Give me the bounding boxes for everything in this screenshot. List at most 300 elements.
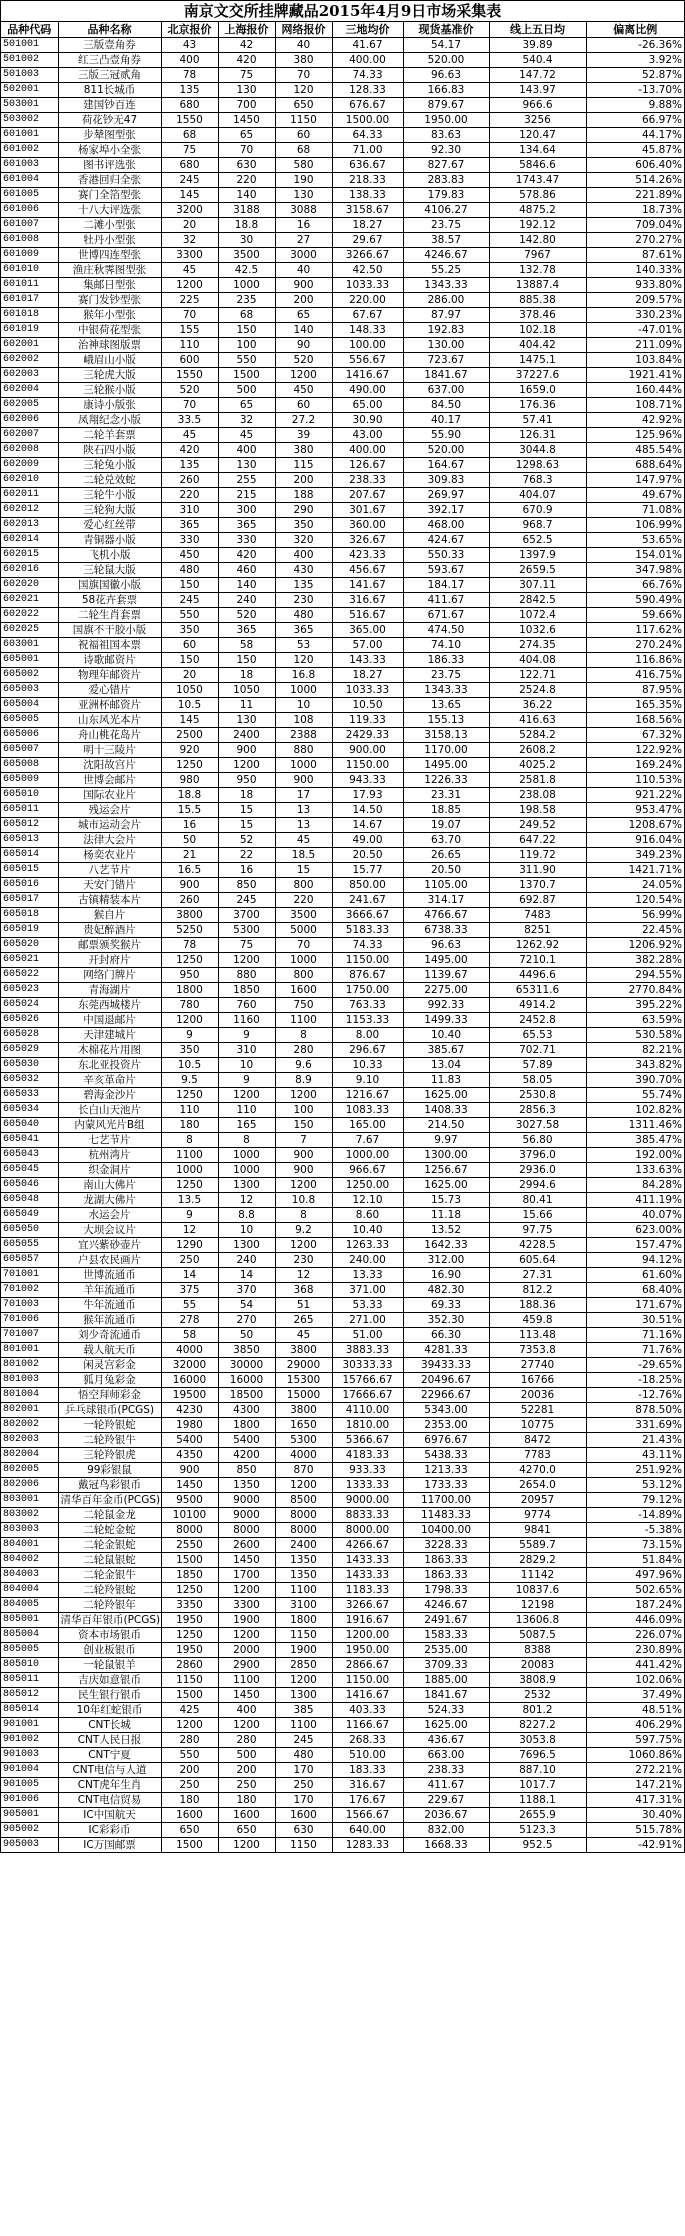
cell-deviation: 590.49% — [586, 593, 684, 608]
table-row — [1, 368, 684, 383]
cell-average: 516.67 — [332, 608, 403, 623]
table-row — [1, 1628, 684, 1643]
cell-code: 605022 — [1, 968, 58, 983]
cell-spot-base: 40.17 — [403, 413, 489, 428]
cell-average: 4266.67 — [332, 1538, 403, 1553]
table-row — [1, 1568, 684, 1583]
cell-average: 763.33 — [332, 998, 403, 1013]
cell-name: CNT人民日报 — [58, 1733, 161, 1748]
cell-deviation: 106.99% — [586, 518, 684, 533]
cell-spot-base: 1105.00 — [403, 878, 489, 893]
cell-average: 53.33 — [332, 1298, 403, 1313]
cell-average: 933.33 — [332, 1463, 403, 1478]
cell-spot-base: 3228.33 — [403, 1538, 489, 1553]
cell-five-day: 274.35 — [489, 638, 586, 653]
cell-name: 长白山天池片 — [58, 1103, 161, 1118]
cell-shanghai: 630 — [218, 158, 275, 173]
cell-spot-base: 1226.33 — [403, 773, 489, 788]
cell-code: 605045 — [1, 1163, 58, 1178]
cell-code: 602010 — [1, 473, 58, 488]
cell-online: 350 — [275, 518, 332, 533]
cell-beijing: 45 — [161, 263, 218, 278]
cell-online: 170 — [275, 1793, 332, 1808]
cell-beijing: 680 — [161, 98, 218, 113]
cell-name: 三轮兔小版 — [58, 458, 161, 473]
cell-spot-base: 229.67 — [403, 1793, 489, 1808]
cell-spot-base: 1668.33 — [403, 1838, 489, 1853]
sheet-title: 南京文交所挂牌藏品2015年4月9日市场采集表 — [1, 0, 684, 22]
cell-name: 资本市场银币 — [58, 1628, 161, 1643]
cell-online: 800 — [275, 878, 332, 893]
cell-name: 创业板银币 — [58, 1643, 161, 1658]
cell-online: 230 — [275, 593, 332, 608]
cell-average: 4110.00 — [332, 1403, 403, 1418]
cell-beijing: 50 — [161, 833, 218, 848]
cell-beijing: 1500 — [161, 1838, 218, 1853]
cell-spot-base: 238.33 — [403, 1763, 489, 1778]
cell-code: 805010 — [1, 1658, 58, 1673]
table-row — [1, 1373, 684, 1388]
cell-five-day: 5589.7 — [489, 1538, 586, 1553]
cell-deviation: 878.50% — [586, 1403, 684, 1418]
cell-online: 190 — [275, 173, 332, 188]
cell-five-day: 2659.5 — [489, 563, 586, 578]
cell-code: 605041 — [1, 1133, 58, 1148]
cell-deviation: 226.07% — [586, 1628, 684, 1643]
cell-spot-base: 385.67 — [403, 1043, 489, 1058]
cell-online: 130 — [275, 188, 332, 203]
cell-code: 805011 — [1, 1673, 58, 1688]
table-row — [1, 1133, 684, 1148]
cell-code: 601011 — [1, 278, 58, 293]
cell-beijing: 18.8 — [161, 788, 218, 803]
cell-deviation: 52.87% — [586, 68, 684, 83]
table-row — [1, 1343, 684, 1358]
cell-deviation: 71.08% — [586, 503, 684, 518]
cell-average: 400.00 — [332, 443, 403, 458]
cell-average: 71.00 — [332, 143, 403, 158]
cell-online: 430 — [275, 563, 332, 578]
cell-deviation: 187.24% — [586, 1598, 684, 1613]
cell-beijing: 135 — [161, 83, 218, 98]
cell-deviation: -26.36% — [586, 38, 684, 53]
cell-five-day: 249.52 — [489, 818, 586, 833]
cell-average: 57.00 — [332, 638, 403, 653]
cell-five-day: 670.9 — [489, 503, 586, 518]
cell-name: 十八大评选张 — [58, 203, 161, 218]
cell-five-day: 1262.92 — [489, 938, 586, 953]
cell-deviation: 103.84% — [586, 353, 684, 368]
cell-code: 602014 — [1, 533, 58, 548]
cell-average: 3266.67 — [332, 248, 403, 263]
cell-shanghai: 1450 — [218, 1688, 275, 1703]
cell-beijing: 250 — [161, 1253, 218, 1268]
table-row — [1, 173, 684, 188]
cell-average: 636.67 — [332, 158, 403, 173]
cell-five-day: 188.36 — [489, 1298, 586, 1313]
cell-deviation: -47.01% — [586, 323, 684, 338]
cell-beijing: 1500 — [161, 1688, 218, 1703]
cell-five-day: 3808.9 — [489, 1673, 586, 1688]
cell-deviation: 110.53% — [586, 773, 684, 788]
cell-shanghai: 1000 — [218, 278, 275, 293]
cell-online: 1600 — [275, 983, 332, 998]
cell-five-day: 4025.2 — [489, 758, 586, 773]
cell-beijing: 10.5 — [161, 698, 218, 713]
cell-five-day: 2532 — [489, 1688, 586, 1703]
table-row — [1, 1328, 684, 1343]
cell-online: 13 — [275, 803, 332, 818]
cell-deviation: 21.43% — [586, 1433, 684, 1448]
cell-five-day: 2829.2 — [489, 1553, 586, 1568]
cell-online: 27.2 — [275, 413, 332, 428]
cell-code: 605010 — [1, 788, 58, 803]
cell-online: 16.8 — [275, 668, 332, 683]
cell-deviation: 79.12% — [586, 1493, 684, 1508]
cell-five-day: 4914.2 — [489, 998, 586, 1013]
cell-shanghai: 1050 — [218, 683, 275, 698]
cell-spot-base: 66.30 — [403, 1328, 489, 1343]
cell-online: 15300 — [275, 1373, 332, 1388]
cell-beijing: 245 — [161, 593, 218, 608]
cell-average: 1153.33 — [332, 1013, 403, 1028]
cell-name: 杨奕农业片 — [58, 848, 161, 863]
cell-code: 605019 — [1, 923, 58, 938]
cell-shanghai: 420 — [218, 53, 275, 68]
cell-beijing: 32000 — [161, 1358, 218, 1373]
cell-beijing: 1250 — [161, 1178, 218, 1193]
cell-spot-base: 550.33 — [403, 548, 489, 563]
cell-deviation: 53.65% — [586, 533, 684, 548]
cell-name: 渔庄秋霁图型张 — [58, 263, 161, 278]
cell-shanghai: 280 — [218, 1733, 275, 1748]
cell-spot-base: 11.83 — [403, 1073, 489, 1088]
cell-five-day: 97.75 — [489, 1223, 586, 1238]
cell-average: 490.00 — [332, 383, 403, 398]
cell-deviation: 597.75% — [586, 1733, 684, 1748]
cell-five-day: 952.5 — [489, 1838, 586, 1853]
table-row — [1, 623, 684, 638]
cell-five-day: 416.63 — [489, 713, 586, 728]
cell-shanghai: 30 — [218, 233, 275, 248]
header-row — [1, 22, 684, 38]
cell-spot-base: 4281.33 — [403, 1343, 489, 1358]
cell-shanghai: 4200 — [218, 1448, 275, 1463]
cell-code: 605032 — [1, 1073, 58, 1088]
cell-average: 876.67 — [332, 968, 403, 983]
cell-code: 605001 — [1, 653, 58, 668]
cell-spot-base: 424.67 — [403, 533, 489, 548]
cell-deviation: 61.60% — [586, 1268, 684, 1283]
cell-name: 国际农业片 — [58, 788, 161, 803]
cell-code: 601017 — [1, 293, 58, 308]
cell-spot-base: 1642.33 — [403, 1238, 489, 1253]
cell-name: 刘少奇流通币 — [58, 1328, 161, 1343]
table-row — [1, 1688, 684, 1703]
cell-deviation: 67.32% — [586, 728, 684, 743]
cell-spot-base: 22966.67 — [403, 1388, 489, 1403]
cell-average: 1916.67 — [332, 1613, 403, 1628]
cell-name: 戴冠鸟彩银币 — [58, 1478, 161, 1493]
cell-spot-base: 4246.67 — [403, 1598, 489, 1613]
cell-spot-base: 2535.00 — [403, 1643, 489, 1658]
cell-name: CNT电信与人道 — [58, 1763, 161, 1778]
cell-name: 天安门错片 — [58, 878, 161, 893]
cell-beijing: 260 — [161, 473, 218, 488]
cell-deviation: 48.51% — [586, 1703, 684, 1718]
cell-beijing: 900 — [161, 878, 218, 893]
cell-online: 68 — [275, 143, 332, 158]
table-row — [1, 188, 684, 203]
table-row — [1, 1583, 684, 1598]
cell-spot-base: 312.00 — [403, 1253, 489, 1268]
cell-code: 804002 — [1, 1553, 58, 1568]
cell-code: 602004 — [1, 383, 58, 398]
cell-deviation: 406.29% — [586, 1718, 684, 1733]
cell-name: 二滩小型张 — [58, 218, 161, 233]
cell-spot-base: 55.90 — [403, 428, 489, 443]
cell-name: 载人航天币 — [58, 1343, 161, 1358]
cell-spot-base: 520.00 — [403, 53, 489, 68]
cell-spot-base: 3709.33 — [403, 1658, 489, 1673]
cell-average: 966.67 — [332, 1163, 403, 1178]
cell-five-day: 4228.5 — [489, 1238, 586, 1253]
cell-shanghai: 4300 — [218, 1403, 275, 1418]
cell-beijing: 155 — [161, 323, 218, 338]
cell-code: 803001 — [1, 1493, 58, 1508]
cell-online: 1350 — [275, 1553, 332, 1568]
cell-beijing: 950 — [161, 968, 218, 983]
cell-average: 51.00 — [332, 1328, 403, 1343]
cell-spot-base: 392.17 — [403, 503, 489, 518]
table-row — [1, 353, 684, 368]
cell-beijing: 16000 — [161, 1373, 218, 1388]
cell-beijing: 280 — [161, 1733, 218, 1748]
cell-code: 602009 — [1, 458, 58, 473]
table-row — [1, 1718, 684, 1733]
cell-spot-base: 1841.67 — [403, 1688, 489, 1703]
cell-five-day: 652.5 — [489, 533, 586, 548]
cell-online: 1150 — [275, 113, 332, 128]
cell-beijing: 145 — [161, 713, 218, 728]
table-row — [1, 593, 684, 608]
cell-spot-base: 1625.00 — [403, 1718, 489, 1733]
cell-deviation: 530.58% — [586, 1028, 684, 1043]
cell-deviation: -42.91% — [586, 1838, 684, 1853]
table-row — [1, 488, 684, 503]
cell-code: 802005 — [1, 1463, 58, 1478]
cell-name: 清华百年金币(PCGS) — [58, 1493, 161, 1508]
cell-beijing: 2500 — [161, 728, 218, 743]
cell-beijing: 15.5 — [161, 803, 218, 818]
cell-five-day: 7483 — [489, 908, 586, 923]
cell-name: 二轮羚银蛇 — [58, 1583, 161, 1598]
cell-five-day: 198.58 — [489, 803, 586, 818]
cell-shanghai: 1900 — [218, 1613, 275, 1628]
cell-name: 法律大会片 — [58, 833, 161, 848]
cell-spot-base: 520.00 — [403, 443, 489, 458]
table-row — [1, 1523, 684, 1538]
cell-code: 602015 — [1, 548, 58, 563]
cell-five-day: 8251 — [489, 923, 586, 938]
cell-average: 7.67 — [332, 1133, 403, 1148]
cell-spot-base: 1583.33 — [403, 1628, 489, 1643]
cell-shanghai: 1300 — [218, 1238, 275, 1253]
cell-name: CNT长城 — [58, 1718, 161, 1733]
cell-shanghai: 370 — [218, 1283, 275, 1298]
cell-shanghai: 700 — [218, 98, 275, 113]
cell-deviation: 56.99% — [586, 908, 684, 923]
cell-five-day: 238.08 — [489, 788, 586, 803]
cell-five-day: 27.31 — [489, 1268, 586, 1283]
cell-deviation: 154.01% — [586, 548, 684, 563]
table-row — [1, 398, 684, 413]
cell-beijing: 75 — [161, 143, 218, 158]
cell-five-day: 11142 — [489, 1568, 586, 1583]
cell-online: 45 — [275, 833, 332, 848]
cell-average: 9.10 — [332, 1073, 403, 1088]
cell-name: 二轮蛇金蛇 — [58, 1523, 161, 1538]
cell-name: 步辇图型张 — [58, 128, 161, 143]
cell-shanghai: 42 — [218, 38, 275, 53]
table-row — [1, 1043, 684, 1058]
price-table — [1, 22, 684, 1853]
cell-online: 1200 — [275, 1673, 332, 1688]
cell-beijing: 450 — [161, 548, 218, 563]
cell-shanghai: 75 — [218, 68, 275, 83]
table-row — [1, 803, 684, 818]
cell-name: 户县农民画片 — [58, 1253, 161, 1268]
cell-average: 49.00 — [332, 833, 403, 848]
cell-name: 辛亥革命片 — [58, 1073, 161, 1088]
table-row — [1, 1703, 684, 1718]
cell-five-day: 27740 — [489, 1358, 586, 1373]
cell-shanghai: 10 — [218, 1058, 275, 1073]
cell-online: 380 — [275, 443, 332, 458]
cell-online: 15000 — [275, 1388, 332, 1403]
cell-average: 128.33 — [332, 83, 403, 98]
cell-shanghai: 1200 — [218, 953, 275, 968]
cell-online: 265 — [275, 1313, 332, 1328]
cell-online: 108 — [275, 713, 332, 728]
cell-shanghai: 10 — [218, 1223, 275, 1238]
cell-name: 残运会片 — [58, 803, 161, 818]
cell-deviation: 395.22% — [586, 998, 684, 1013]
cell-beijing: 68 — [161, 128, 218, 143]
cell-code: 605016 — [1, 878, 58, 893]
cell-online: 900 — [275, 278, 332, 293]
cell-average: 403.33 — [332, 1703, 403, 1718]
cell-beijing: 1600 — [161, 1808, 218, 1823]
cell-code: 901001 — [1, 1718, 58, 1733]
cell-shanghai: 255 — [218, 473, 275, 488]
col-header-code: 品种代码 — [1, 22, 58, 38]
cell-online: 13 — [275, 818, 332, 833]
table-row — [1, 1448, 684, 1463]
cell-name: 中国退邮片 — [58, 1013, 161, 1028]
table-row — [1, 878, 684, 893]
cell-name: 猴年小型张 — [58, 308, 161, 323]
cell-deviation: 24.05% — [586, 878, 684, 893]
cell-deviation: 1921.41% — [586, 368, 684, 383]
cell-shanghai: 140 — [218, 188, 275, 203]
cell-online: 90 — [275, 338, 332, 353]
cell-five-day: 1397.9 — [489, 548, 586, 563]
cell-name: CNT电信贸易 — [58, 1793, 161, 1808]
cell-code: 503001 — [1, 98, 58, 113]
cell-spot-base: 1950.00 — [403, 113, 489, 128]
cell-name: 10年红蛇银币 — [58, 1703, 161, 1718]
cell-shanghai: 1200 — [218, 1088, 275, 1103]
cell-shanghai: 1800 — [218, 1418, 275, 1433]
cell-code: 605011 — [1, 803, 58, 818]
cell-five-day: 887.10 — [489, 1763, 586, 1778]
cell-five-day: 768.3 — [489, 473, 586, 488]
cell-five-day: 801.2 — [489, 1703, 586, 1718]
cell-spot-base: 723.67 — [403, 353, 489, 368]
cell-code: 605043 — [1, 1148, 58, 1163]
cell-average: 143.33 — [332, 653, 403, 668]
cell-spot-base: 1256.67 — [403, 1163, 489, 1178]
cell-spot-base: 13.52 — [403, 1223, 489, 1238]
cell-deviation: 515.78% — [586, 1823, 684, 1838]
cell-five-day: 1072.4 — [489, 608, 586, 623]
cell-average: 365.00 — [332, 623, 403, 638]
table-row — [1, 1028, 684, 1043]
cell-shanghai: 850 — [218, 878, 275, 893]
cell-spot-base: 637.00 — [403, 383, 489, 398]
cell-spot-base: 92.30 — [403, 143, 489, 158]
cell-code: 602008 — [1, 443, 58, 458]
cell-name: 国旗国徽小版 — [58, 578, 161, 593]
cell-online: 70 — [275, 68, 332, 83]
cell-deviation: 270.27% — [586, 233, 684, 248]
cell-average: 423.33 — [332, 548, 403, 563]
cell-average: 238.33 — [332, 473, 403, 488]
cell-name: 二轮金银牛 — [58, 1568, 161, 1583]
table-row — [1, 38, 684, 53]
cell-online: 480 — [275, 608, 332, 623]
cell-shanghai: 1700 — [218, 1568, 275, 1583]
cell-five-day: 378.46 — [489, 308, 586, 323]
table-row — [1, 293, 684, 308]
cell-name: 羊年流通币 — [58, 1283, 161, 1298]
cell-average: 3666.67 — [332, 908, 403, 923]
cell-spot-base: 74.10 — [403, 638, 489, 653]
cell-average: 176.67 — [332, 1793, 403, 1808]
cell-deviation: 270.24% — [586, 638, 684, 653]
table-row — [1, 698, 684, 713]
cell-shanghai: 250 — [218, 1778, 275, 1793]
cell-shanghai: 1300 — [218, 1178, 275, 1193]
cell-online: 200 — [275, 473, 332, 488]
cell-shanghai: 68 — [218, 308, 275, 323]
cell-spot-base: 155.13 — [403, 713, 489, 728]
cell-online: 3000 — [275, 248, 332, 263]
table-row — [1, 1493, 684, 1508]
cell-online: 70 — [275, 938, 332, 953]
cell-code: 905003 — [1, 1838, 58, 1853]
cell-deviation: -13.70% — [586, 83, 684, 98]
cell-spot-base: 69.33 — [403, 1298, 489, 1313]
cell-shanghai: 14 — [218, 1268, 275, 1283]
cell-five-day: 1659.0 — [489, 383, 586, 398]
cell-online: 1200 — [275, 1088, 332, 1103]
cell-spot-base: 15.73 — [403, 1193, 489, 1208]
cell-average: 1810.00 — [332, 1418, 403, 1433]
table-row — [1, 1433, 684, 1448]
table-row — [1, 1553, 684, 1568]
